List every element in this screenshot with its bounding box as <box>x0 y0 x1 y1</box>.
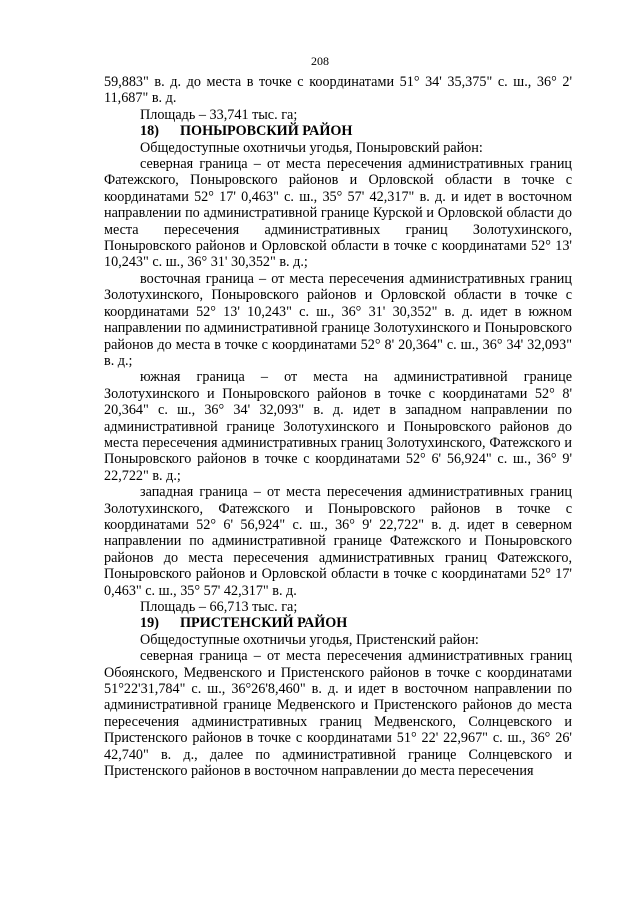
section-heading <box>104 615 572 631</box>
page-number: 208 <box>311 54 329 68</box>
paragraph: западная граница – от места пересечения административных границ Золотухинского, Фатежского и Поныровского районов в точке с координатами 52° 6' 56,924" с. ш., 36° 9' 22,722" в. д. идет в северном направлении по административной границе Фатежского и Поныровского районов до места пересечения административных границ Фатежского, Поныровского районов и Орловской области в точке с координатами 52° 17' 0,463" с. ш., 35° 57' 42,317" в. д. <box>104 484 572 599</box>
paragraph: северная граница – от места пересечения административных границ Обоянского, Медвенского и Пристенского районов в точке с координатами 51°22'31,784" с. ш., 36°26'8,460" в. д. и идет в восточном направлении по административной границе Медвенского и Пристенского районов до места пересечения административных границ Медвенского, Солнцевского и Пристенского районов в точке с координатами 51° 22' 22,967" с. ш., 36° 26' 42,740" в. д., далее по административной границе Солнцевского и Пристенского районов в восточном направлении до места пересечения <box>104 648 572 780</box>
section-number: 19) <box>140 615 159 632</box>
paragraph: Общедоступные охотничьи угодья, Пристенский район: <box>140 631 479 648</box>
section-title: ПОНЫРОВСКИЙ РАЙОН <box>180 123 353 140</box>
section-heading <box>104 123 572 139</box>
paragraph: южная граница – от места на административной границе Золотухинского и Поныровского районов в точке с координатами 52° 8' 20,364" с. ш., 36° 34' 32,093" в. д. идет в западном направлении по административной границе Золотухинского и Поныровского районов до места пересечения административных границ Золотухинского, Фатежского и Поныровского районов в точке с координатами 52° 6' 56,924" с. ш., 36° 9' 22,722" в. д.; <box>104 369 572 484</box>
paragraph: Площадь – 33,741 тыс. га; <box>140 106 298 123</box>
paragraph: северная граница – от места пересечения административных границ Фатежского, Поныровского районов и Орловской области в точке с координатами 52° 17' 0,463" с. ш., 35° 57' 42,317" в. д. и идет в восточном направлении по административной границе Курской и Орловской области до места пересечения административных границ Золотухинского, Поныровского районов и Орловской области в точке с координатами 52° 13' 10,243" с. ш., 36° 31' 30,352" в. д.; <box>104 156 572 271</box>
document-body <box>104 74 572 779</box>
paragraph: Площадь – 66,713 тыс. га; <box>140 599 298 615</box>
paragraph: 59,883" в. д. до места в точке с координатами 51° 34' 35,375" с. ш., 36° 2' 11,687" в. д. <box>104 74 572 107</box>
paragraph: Общедоступные охотничьи угодья, Поныровский район: <box>140 139 483 156</box>
section-number: 18) <box>140 123 159 140</box>
section-title: ПРИСТЕНСКИЙ РАЙОН <box>180 615 348 632</box>
paragraph: восточная граница – от места пересечения административных границ Золотухинского, Поныровского районов и Орловской области в точке с координатами 52° 13' 10,243" с. ш., 36° 31' 30,352" в. д. идет в южном направлении по административной границе Золотухинского и Поныровского районов до места в точке с координатами 52° 8' 20,364" с. ш., 36° 34' 32,093" в. д.; <box>104 270 572 369</box>
